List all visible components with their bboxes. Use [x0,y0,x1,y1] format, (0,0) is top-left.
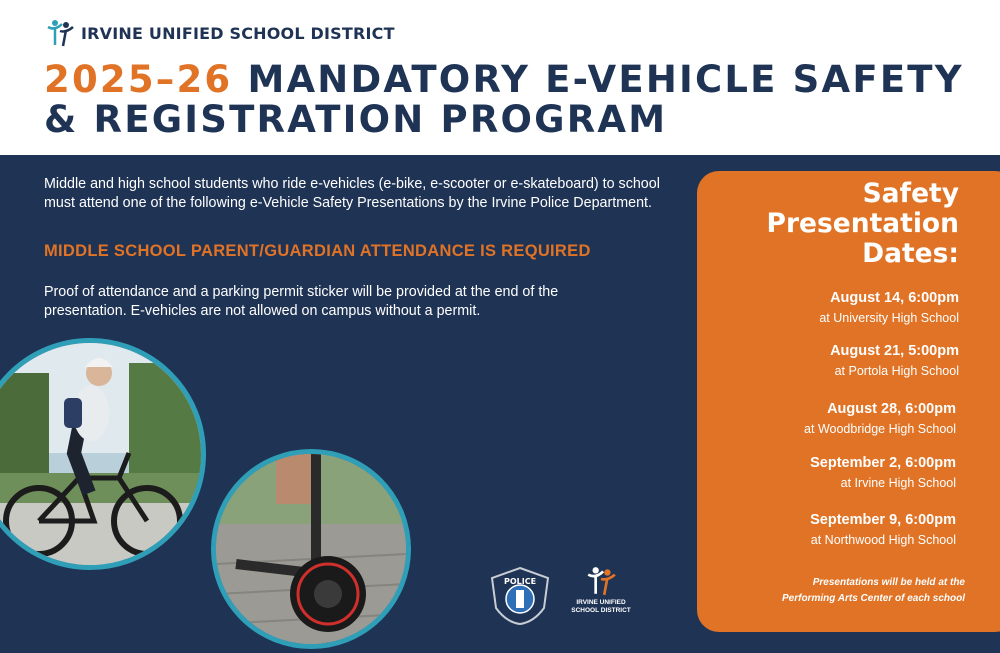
event-location: at Portola High School [834,364,959,378]
event-item [699,289,959,327]
event-item [696,454,956,492]
event-date: August 21, 5:00pm [830,343,959,359]
police-badge-label: POLICE [503,577,537,586]
iusd-logo-icon [46,18,74,48]
card-title-line-2: Presentation [766,208,959,239]
venue-note-line-2: Performing Arts Center of each school [782,593,965,604]
event-date: September 2, 6:00pm [810,455,956,471]
event-location: at University High School [819,311,959,325]
event-item [696,511,956,549]
proof-text: Proof of attendance and a parking permit sticker will be provided at the end of the presentation. E-vehicles are not allowed on campus without a permit. [44,284,559,319]
event-location: at Irvine High School [840,476,956,490]
e-scooter-photo [211,449,411,649]
iusd-footer-logo [566,565,636,614]
e-scooter-illustration [216,454,406,644]
event-item [696,400,956,438]
event-date: August 28, 6:00pm [827,401,956,417]
iusd-small-line-1: IRVINE UNIFIED [576,599,626,606]
event-item [699,342,959,380]
card-title-line-3: Dates: [862,238,959,269]
title-line1-rest: MANDATORY E-VEHICLE SAFETY [232,58,964,101]
bike-rider-illustration [0,343,201,565]
iusd-small-line-2: SCHOOL DISTRICT [571,606,631,614]
iusd-small-name [566,599,636,614]
venue-note-line-1: Presentations will be held at the [812,577,965,588]
header [0,0,1000,155]
venue-note [735,575,965,607]
district-brand [46,18,395,48]
intro-text: Middle and high school students who ride e-vehicles (e-bike, e-scooter or e-skateboard) to school must attend one of the following e-Vehicle Safety Presentations by the Irvine Police Department. [44,176,660,211]
event-location: at Woodbridge High School [804,422,956,436]
required-notice: MIDDLE SCHOOL PARENT/GUARDIAN ATTENDANCE IS REQUIRED [44,242,591,260]
event-date: August 14, 6:00pm [830,290,959,306]
title-line-2: & REGISTRATION PROGRAM [44,98,668,141]
event-location: at Northwood High School [810,533,956,547]
police-badge-icon [488,566,552,626]
bike-rider-photo [0,338,206,570]
card-title [767,179,959,269]
presentation-dates-card [697,171,1000,632]
page-title [44,60,984,140]
district-name: IRVINE UNIFIED SCHOOL DISTRICT [81,23,395,43]
title-year: 2025–26 [44,58,233,101]
card-title-line-1: Safety [862,178,959,209]
iusd-small-icon [586,565,616,597]
event-date: September 9, 6:00pm [810,512,956,528]
title-line-1 [44,60,984,100]
